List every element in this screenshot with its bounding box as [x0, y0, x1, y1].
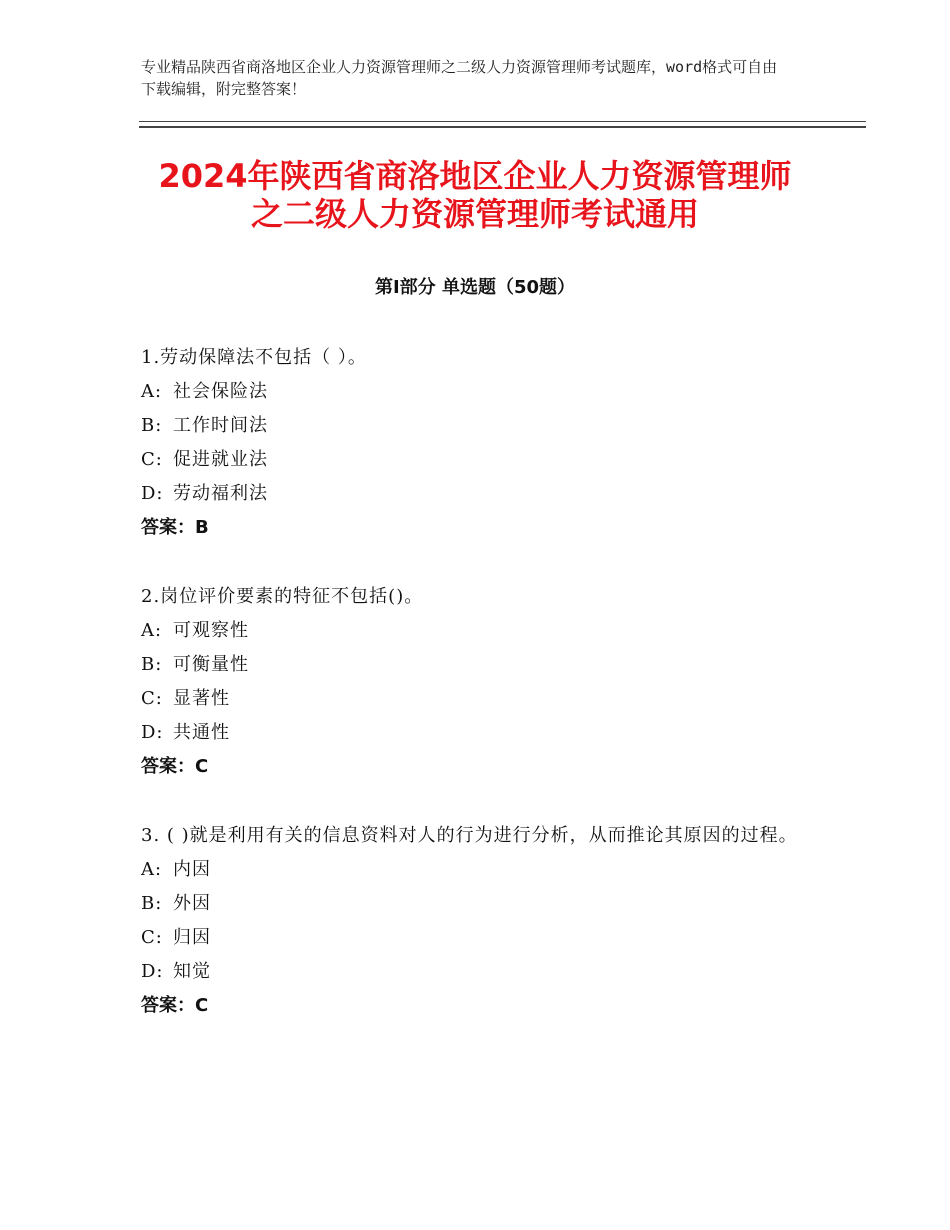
question-stem: 2.岗位评价要素的特征不包括()。	[141, 586, 424, 607]
option-b	[141, 409, 821, 443]
option-text: 促进就业法	[173, 449, 268, 470]
option-text: 社会保险法	[173, 381, 268, 402]
header-divider	[139, 121, 866, 128]
option-text: 劳动福利法	[173, 483, 268, 504]
option-text: 工作时间法	[173, 415, 268, 436]
question-stem: 3. ( )就是利用有关的信息资料对人的行为进行分析，从而推论其原因的过程。	[141, 825, 798, 846]
option-key: D:	[141, 722, 164, 743]
option-key: C:	[141, 449, 163, 470]
option-key: B:	[141, 654, 163, 675]
option-key: C:	[141, 927, 163, 948]
document-title-line-1: 2024年陕西省商洛地区企业人力资源管理师	[158, 157, 792, 195]
option-text: 外因	[173, 893, 211, 914]
option-key: B:	[141, 415, 163, 436]
answer: 答案：C	[141, 995, 209, 1016]
option-key: C:	[141, 688, 163, 709]
option-c	[141, 682, 821, 716]
answer: 答案：B	[141, 517, 209, 538]
option-c	[141, 443, 821, 477]
section-title: 第Ⅰ部分 单选题（50题）	[374, 277, 575, 298]
option-d	[141, 477, 821, 511]
option-d	[141, 716, 821, 750]
option-key: B:	[141, 893, 163, 914]
option-text: 归因	[173, 927, 211, 948]
header-note: 专业精品陕西省商洛地区企业人力资源管理师之二级人力资源管理师考试题库，word格式可自由下载编辑，附完整答案！	[141, 58, 778, 98]
question-2	[141, 580, 821, 784]
document-title	[100, 157, 850, 233]
option-key: A:	[141, 381, 163, 402]
option-text: 知觉	[173, 961, 211, 982]
question-1	[141, 341, 821, 545]
option-a	[141, 375, 821, 409]
option-d	[141, 955, 806, 989]
option-b	[141, 887, 806, 921]
option-key: D:	[141, 483, 164, 504]
option-key: A:	[141, 859, 163, 880]
question-3	[141, 819, 806, 1023]
option-text: 可观察性	[173, 620, 249, 641]
option-key: D:	[141, 961, 164, 982]
option-c	[141, 921, 806, 955]
option-text: 可衡量性	[173, 654, 249, 675]
question-stem: 1.劳动保障法不包括（ ）。	[141, 347, 367, 368]
option-a	[141, 614, 821, 648]
option-a	[141, 853, 806, 887]
option-b	[141, 648, 821, 682]
option-text: 显著性	[173, 688, 230, 709]
option-key: A:	[141, 620, 163, 641]
option-text: 内因	[173, 859, 211, 880]
answer: 答案：C	[141, 756, 209, 777]
option-text: 共通性	[173, 722, 230, 743]
document-title-line-2: 之二级人力资源管理师考试通用	[250, 195, 699, 233]
